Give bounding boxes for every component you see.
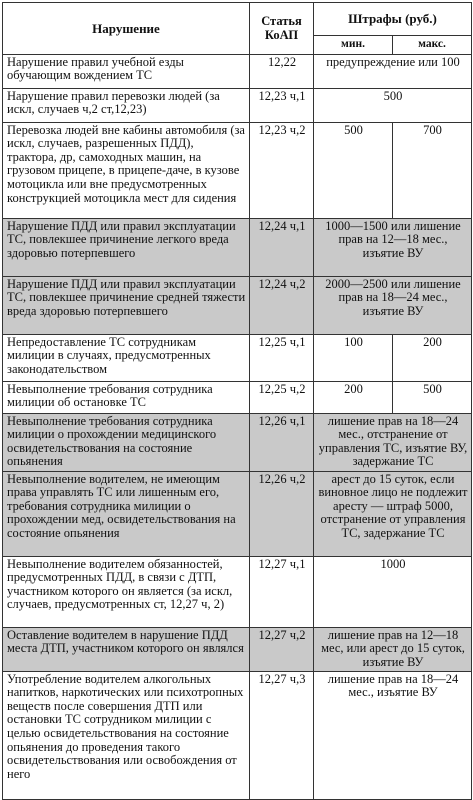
- table-row: [3, 556, 472, 627]
- header-max: макс.: [393, 36, 472, 55]
- fine-cell: лишение прав на 18—24 мес., изъятие ВУ: [314, 671, 472, 799]
- table-row: [3, 88, 472, 122]
- table-row: [3, 381, 472, 413]
- fine-cell: 500: [314, 88, 472, 122]
- header-violation: Нарушение: [3, 3, 250, 55]
- article-cell: 12,26 ч,2: [250, 471, 314, 556]
- fine-cell: арест до 15 суток, если виновное лицо не подлежит аресту — штраф 5000, отстранение от управления ТС, задержание ТС: [314, 471, 472, 556]
- fine-max-cell: 700: [393, 122, 472, 218]
- fine-min-cell: 500: [314, 122, 393, 218]
- fine-min-cell: 200: [314, 381, 393, 413]
- table-row: [3, 671, 472, 799]
- violation-cell: Нарушение ПДД или правил эксплуатации ТС, повлекшее причинение легкого вреда здоровью потерпевшего: [3, 218, 250, 276]
- fine-cell: 1000: [314, 556, 472, 627]
- article-cell: 12,24 ч,1: [250, 218, 314, 276]
- header-fines: Штрафы (руб.): [314, 3, 472, 36]
- violation-cell: Нарушение ПДД или правил эксплуатации ТС, повлекшее причинение средней тяжести вреда здоровью потерпевшего: [3, 276, 250, 334]
- violation-cell: Перевозка людей вне кабины автомобиля (за искл, случаев, разрешенных ПДД), трактора, др, самоходных машин, на грузовом прицепе, в прицепе-даче, в кузове мотоцикла или вне предусмотренных конструкцией мотоцикла мест для сидения: [3, 122, 250, 218]
- article-cell: 12,25 ч,1: [250, 334, 314, 381]
- table-row: [3, 276, 472, 334]
- fines-table: [2, 2, 472, 800]
- violation-cell: Невыполнение требования сотрудника милиции об остановке ТС: [3, 381, 250, 413]
- violation-cell: Нарушение правил учебной езды обучающим вождением ТС: [3, 54, 250, 88]
- article-cell: 12,27 ч,2: [250, 627, 314, 671]
- table-row: [3, 471, 472, 556]
- violation-cell: Невыполнение водителем обязанностей, предусмотренных ПДД, в связи с ДТП, участником которого он является (за искл, случаев, предусмотренных ст, 12,27 ч, 2): [3, 556, 250, 627]
- fine-cell: 2000—2500 или лишение прав на 18—24 мес., изъятие ВУ: [314, 276, 472, 334]
- header-article: Статья КоАП: [250, 3, 314, 55]
- article-cell: 12,26 ч,1: [250, 413, 314, 471]
- table-row: [3, 218, 472, 276]
- violation-cell: Употребление водителем алкогольных напитков, наркотических или психотропных веществ после совершения ДТП или остановки ТС сотрудником милиции с целью освидетельствования на состояние опьянения до проведения такого освидетельствования или освобождения от него: [3, 671, 250, 799]
- article-cell: 12,22: [250, 54, 314, 88]
- fine-cell: лишение прав на 12—18 мес, или арест до 15 суток, изъятие ВУ: [314, 627, 472, 671]
- article-cell: 12,23 ч,2: [250, 122, 314, 218]
- article-cell: 12,24 ч,2: [250, 276, 314, 334]
- header-row: [3, 3, 472, 36]
- fine-max-cell: 200: [393, 334, 472, 381]
- table-row: [3, 627, 472, 671]
- fine-cell: лишение прав на 18—24 мес., отстранение от управления ТС, изъятие ВУ, задержание ТС: [314, 413, 472, 471]
- article-cell: 12,27 ч,3: [250, 671, 314, 799]
- table-row: [3, 122, 472, 218]
- table-row: [3, 334, 472, 381]
- violation-cell: Невыполнение требования сотрудника милиции о прохождении медицинского освидетельствования на состояние опьянения: [3, 413, 250, 471]
- header-min: мин.: [314, 36, 393, 55]
- violation-cell: Оставление водителем в нарушение ПДД места ДТП, участником которого он являлся: [3, 627, 250, 671]
- violation-cell: Непредоставление ТС сотрудникам милиции в случаях, предусмотренных законодательством: [3, 334, 250, 381]
- table-row: [3, 413, 472, 471]
- fine-cell: предупреждение или 100: [314, 54, 472, 88]
- violation-cell: Нарушение правил перевозки людей (за искл, случаев ч,2 ст,12,23): [3, 88, 250, 122]
- article-cell: 12,27 ч,1: [250, 556, 314, 627]
- fine-cell: 1000—1500 или лишение прав на 12—18 мес., изъятие ВУ: [314, 218, 472, 276]
- violation-cell: Невыполнение водителем, не имеющим права управлять ТС или лишенным его, требования сотрудника милиции о прохождении мед, освидетельствования на состояние опьянения: [3, 471, 250, 556]
- table-row: [3, 54, 472, 88]
- fine-min-cell: 100: [314, 334, 393, 381]
- fine-max-cell: 500: [393, 381, 472, 413]
- article-cell: 12,23 ч,1: [250, 88, 314, 122]
- article-cell: 12,25 ч,2: [250, 381, 314, 413]
